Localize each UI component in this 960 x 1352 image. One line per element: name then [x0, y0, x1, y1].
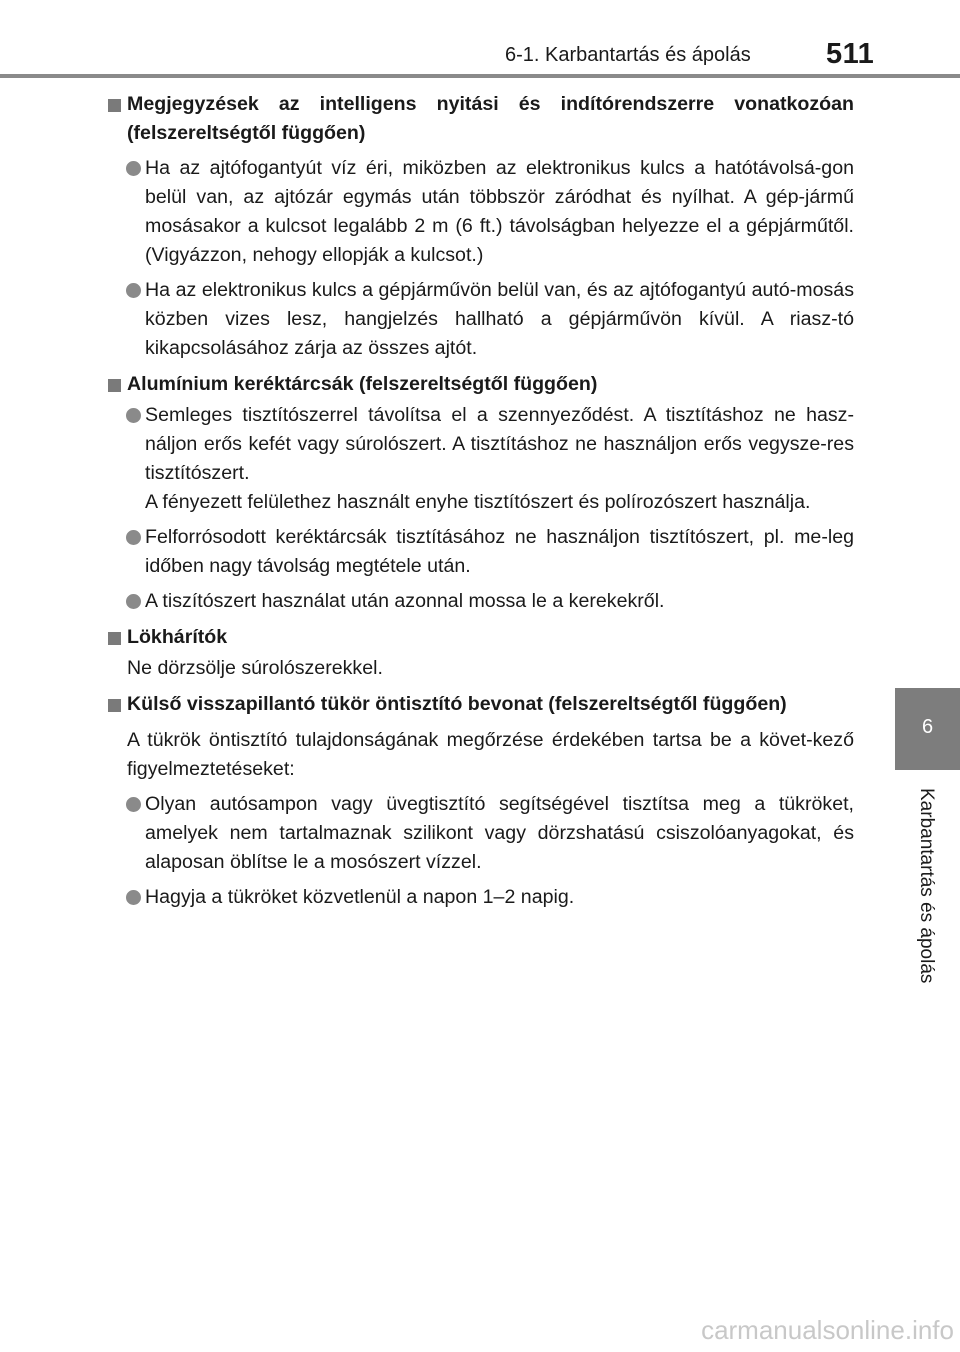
chapter-tab: [895, 688, 960, 770]
section-heading: [106, 623, 854, 652]
section-text: Ne dörzsölje súrolószerekkel.: [127, 657, 383, 679]
circle-bullet-icon: [126, 530, 141, 545]
header-section-title: 6-1. Karbantartás és ápolás: [505, 44, 751, 66]
square-bullet-icon: [108, 379, 121, 392]
list-item: [106, 276, 854, 363]
section-heading-text: Külső visszapillantó tükör öntisztító bevonat (felszereltségtől függően): [127, 693, 787, 715]
list-item: [106, 883, 854, 912]
circle-bullet-icon: [126, 161, 141, 176]
list-item-continuation: A fényezett felülethez használt enyhe tisztítószert és polírozószert használja.: [145, 491, 811, 513]
section-heading: [106, 90, 854, 148]
page-content: [106, 90, 854, 912]
circle-bullet-icon: [126, 283, 141, 298]
section-heading-text: Alumínium keréktárcsák (felszereltségtől függően): [127, 373, 598, 395]
list-item-text: A tiszítószert használat után azonnal mossa le a kerekekről.: [145, 590, 665, 612]
circle-bullet-icon: [126, 594, 141, 609]
list-item-text: Olyan autósampon vagy üvegtisztító segítségével tisztítsa meg a tükröket, amelyek nem tartalmaznak szilikont vagy dörzshatású csiszolóanyagokat, és alaposan öblítse le a mosószert vízzel.: [145, 793, 854, 873]
square-bullet-icon: [108, 99, 121, 112]
list-item-text: Semleges tisztítószerrel távolítsa el a szennyeződést. A tisztításhoz ne hasz-náljon erős kefét vagy súrolószert. A tisztításhoz ne használjon erős vegysze-res tisztítószert.: [145, 404, 854, 484]
page-number: 511: [826, 38, 875, 70]
watermark-text: carmanualsonline.info: [701, 1315, 954, 1345]
circle-bullet-icon: [126, 408, 141, 423]
list-item: [106, 790, 854, 877]
page-header: [0, 0, 960, 80]
square-bullet-icon: [108, 699, 121, 712]
section-text: A tükrök öntisztító tulajdonságának megőrzése érdekében tartsa be a követ-kező figyelmeztetéseket:: [127, 729, 854, 780]
list-item: [106, 401, 854, 517]
circle-bullet-icon: [126, 797, 141, 812]
list-item: [106, 587, 854, 616]
list-item-text: Ha az ajtófogantyút víz éri, miközben az elektronikus kulcs a hatótávolsá-gon belül van, az ajtózár egymás után többször záródhat és nyílhat. A gép-jármű mosásakor a kulcsot legalább 2 m (6 ft.) távolságban helyezze el a gépjárműtől. (Vigyázzon, nehogy ellopják a kulcsot.): [145, 157, 854, 266]
square-bullet-icon: [108, 632, 121, 645]
section-heading: [106, 370, 854, 399]
section-heading: [106, 690, 854, 719]
list-item-text: Hagyja a tükröket közvetlenül a napon 1–2 napig.: [145, 886, 575, 908]
chapter-tab-number: 6: [921, 716, 934, 738]
circle-bullet-icon: [126, 890, 141, 905]
header-divider: [0, 74, 960, 78]
list-item: [106, 154, 854, 270]
section-heading-text: Lökhárítók: [127, 626, 228, 648]
section-heading-text: Megjegyzések az intelligens nyitási és indítórendszerre vonatkozóan (felszereltségtől függően): [127, 93, 854, 144]
chapter-tab-label: Karbantartás és ápolás: [916, 788, 937, 984]
list-item-text: Ha az elektronikus kulcs a gépjárművön belül van, és az ajtófogantyú autó-mosás közben vizes lesz, hangjelzés hallható a gépjárművön kívül. A riasz-tó kikapcsolásához zárja az összes ajtót.: [145, 279, 854, 359]
list-item: [106, 523, 854, 581]
list-item-text: Felforrósodott keréktárcsák tisztításához ne használjon tisztítószert, pl. me-leg időben nagy távolság megtétele után.: [145, 526, 854, 577]
